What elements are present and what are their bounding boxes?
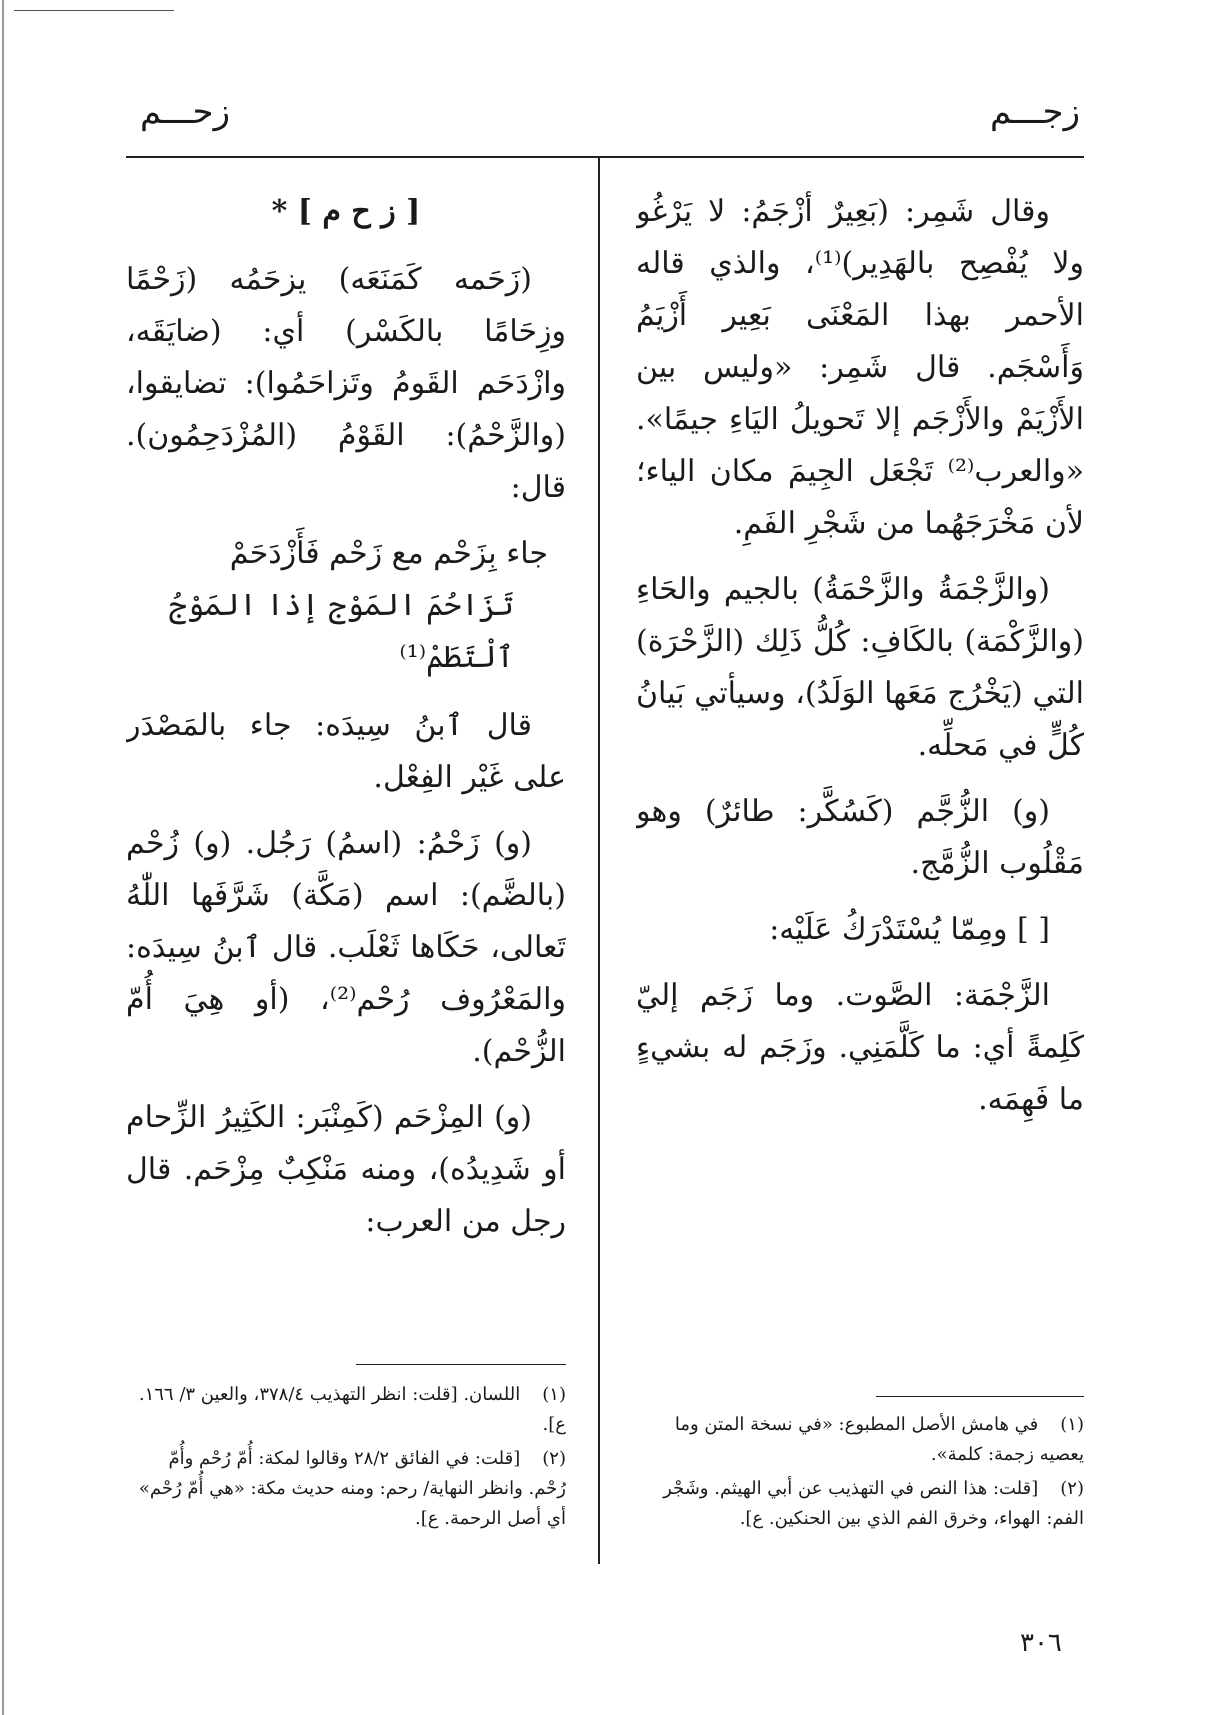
scan-top-rule [14, 10, 174, 11]
footnote-number: (١) [542, 1384, 566, 1405]
footnote [126, 1444, 566, 1534]
footnote-number: (١) [1060, 1414, 1084, 1435]
footnote [636, 1410, 1084, 1470]
paragraph: (والزَّجْمَةُ والزَّحْمَةُ) بالجيم والحَاءِ (والزَّكْمَة) بالكَافِ: كُلُّ ذَلِك (الزَّحْرَة) التي (يَخْرُج مَعَها الوَلَدُ)، وسيأتي بَيانُ كُلٍّ في مَحلِّه. [636, 572, 1084, 763]
running-head-right: زجـــم [990, 92, 1080, 132]
paragraph: (و) زَحْمُ: (اسمُ) رَجُل. (و) زُحْم (بالضَّم): اسم (مَكَّة) شَرَّفَها اللّٰهُ تَعالى، حَكَاها ثَعْلَب. قال ٱبنُ سِيدَه: والمَعْرُوف رُحْم⁽²⁾، (أو هِيَ أُمّ الزُّحْم). [126, 826, 566, 1069]
paragraph: (و) الزُّجَّم (كَسُكَّر: طائرٌ) وهو مَقْلُوب الزُّمَّج. [636, 794, 1084, 881]
footnote-number: (٢) [542, 1448, 566, 1469]
footnotes-left [126, 1380, 566, 1538]
footnote-text: في هامش الأصل المطبوع: «في نسخة المتن وما يعصيه زجمة: كلمة». [674, 1414, 1084, 1465]
right-column [636, 186, 1084, 1391]
header-rule [126, 156, 1084, 158]
paragraph: الزَّجْمَة: الصَّوت. وما زَجَم إليّ كَلِمةً أي: ما كَلَّمَنِي. وزَجَم له بشيءٍ ما فَهِمَه. [636, 978, 1084, 1117]
page-number: ٣٠٦ [1020, 1628, 1062, 1658]
paragraph: وقال شَمِر: (بَعِيرٌ أزْجَمُ: لا يَرْغُو ولا يُفْصِح بالهَدِير)⁽¹⁾، والذي قاله الأحمر بهذا المَعْنَى بَعِير أَزْيَمُ وَأَسْجَم. قال شَمِر: «وليس بين الأَزْيَمْ والأَزْجَم إلا تَحويلُ اليَاءِ جيمًا». «والعرب⁽²⁾ تَجْعَل الجِيمَ مكان الياء؛ لأن مَخْرَجَهُما من شَجْرِ الفَمِ. [636, 194, 1084, 541]
paragraph: (زَحَمه كَمَنَعَه) يزحَمُه (زَحْمًا وزِحَامًا بالكَسْر) أي: (ضايَقَه، وازْدَحَم القَومُ وتَزاحَمُوا): تضايقوا، (والزَّحْمُ): القَوْمُ (المُزْدَحِمُون). قال: [126, 262, 566, 505]
paragraph: (و) المِزْحَم (كَمِنْبَر: الكَثِيرُ الزِّحام أو شَدِيدُه)، ومنه مَنْكِبٌ مِزْحَم. قال رجل من العرب: [126, 1100, 566, 1239]
verse-line-2: تَزَاحُمَ المَوْج إذا المَوْجُ ٱلْتَطَمْ⁽¹⁾ [168, 588, 514, 675]
running-head-left: زحـــم [140, 92, 230, 132]
footnote-rule-right [876, 1396, 1084, 1397]
scan-left-edge [2, 0, 4, 1715]
paragraph: [ ] ومِمّا يُسْتَدْرَكُ عَلَيْه: [769, 912, 1050, 947]
footnote-text: [قلت: هذا النص في التهذيب عن أبي الهيثم. وشَجْر الفم: الهواء، وخرق الفم الذي بين الحنكين. ع]. [663, 1478, 1084, 1529]
footnote-rule-left [356, 1364, 566, 1365]
footnotes-right [636, 1410, 1084, 1538]
verse-line-1: جاء بِزَحْم مع زَحْم فَأَزْدَحَمْ [229, 536, 548, 571]
footnote [636, 1474, 1084, 1534]
footnote-text: اللسان. [قلت: انظر التهذيب ٣٧٨/٤، والعين ٣/ ١٦٦. ع]. [138, 1384, 566, 1435]
footnote [126, 1380, 566, 1440]
paragraph: قال ٱبنُ سِيدَه: جاء بالمَصْدَر على غَيْر الفِعْل. [126, 708, 566, 795]
left-column [126, 186, 566, 1356]
footnote-text: [قلت: في الفائق ٢٨/٢ وقالوا لمكة: أُمّ رُحْم وأُمّ رُحْم. وانظر النهاية/ رحم: ومنه حديث مكة: «هي أُمّ رُحْم» أي أصل الرحمة. ع]. [138, 1448, 566, 1529]
entry-heading: [ ز ح م ] * [271, 194, 421, 229]
footnote-number: (٢) [1060, 1478, 1084, 1499]
column-divider [598, 156, 600, 1564]
